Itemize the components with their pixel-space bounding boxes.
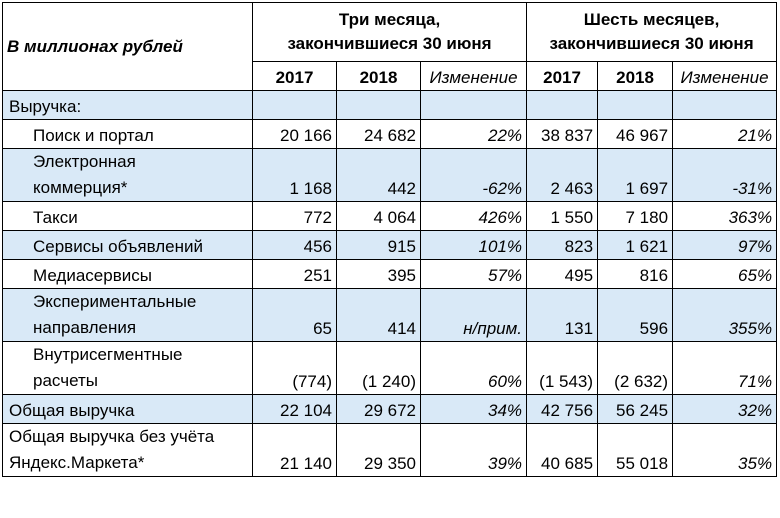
cell: 596 (598, 289, 673, 342)
row-label: Внутрисегментные расчеты (3, 342, 253, 395)
cell: 60% (421, 342, 527, 395)
row-label: Общая выручка без учёта Яндекс.Маркета* (3, 424, 253, 477)
cell: 22 104 (253, 395, 337, 424)
cell: -31% (673, 149, 777, 202)
row-label: Такси (3, 202, 253, 231)
table-row (3, 289, 777, 342)
col-2017-6m: 2017 (527, 62, 598, 91)
table-row (3, 149, 777, 202)
col-2017-3m: 2017 (253, 62, 337, 91)
cell: 1 550 (527, 202, 598, 231)
cell: 442 (337, 149, 421, 202)
cell: 7 180 (598, 202, 673, 231)
cell: 22% (421, 120, 527, 149)
cell: 21 140 (253, 424, 337, 477)
cell: -62% (421, 149, 527, 202)
col-2018-6m: 2018 (598, 62, 673, 91)
row-label: Поиск и портал (3, 120, 253, 149)
unit-label: В миллионах рублей (3, 3, 253, 91)
cell: (1 240) (337, 342, 421, 395)
cell: 56 245 (598, 395, 673, 424)
revenue-table (2, 2, 777, 477)
row-label: Медиасервисы (3, 260, 253, 289)
cell: 20 166 (253, 120, 337, 149)
cell: 39% (421, 424, 527, 477)
cell: 101% (421, 231, 527, 260)
cell: 414 (337, 289, 421, 342)
cell: 4 064 (337, 202, 421, 231)
table-row (3, 202, 777, 231)
cell: 65% (673, 260, 777, 289)
cell: 495 (527, 260, 598, 289)
group-six-months: Шесть месяцев, закончившиеся 30 июня (527, 3, 777, 62)
cell: 426% (421, 202, 527, 231)
cell: 65 (253, 289, 337, 342)
header-row-groups (3, 3, 777, 62)
cell: 21% (673, 120, 777, 149)
cell: 32% (673, 395, 777, 424)
cell: 2 463 (527, 149, 598, 202)
table-row (3, 231, 777, 260)
cell: 35% (673, 424, 777, 477)
cell: 355% (673, 289, 777, 342)
section-row-revenue (3, 91, 777, 120)
cell: 40 685 (527, 424, 598, 477)
cell: 772 (253, 202, 337, 231)
row-label: Экспериментальные направления (3, 289, 253, 342)
cell: 456 (253, 231, 337, 260)
cell: 42 756 (527, 395, 598, 424)
cell: 131 (527, 289, 598, 342)
cell: 395 (337, 260, 421, 289)
table-row (3, 260, 777, 289)
cell: (774) (253, 342, 337, 395)
table-row (3, 342, 777, 395)
cell: 24 682 (337, 120, 421, 149)
col-change-3m: Изменение (421, 62, 527, 91)
col-change-6m: Изменение (673, 62, 777, 91)
cell: 1 621 (598, 231, 673, 260)
cell: 34% (421, 395, 527, 424)
cell: 363% (673, 202, 777, 231)
cell: 97% (673, 231, 777, 260)
group-three-months: Три месяца, закончившиеся 30 июня (253, 3, 527, 62)
cell: 1 697 (598, 149, 673, 202)
section-label: Выручка: (3, 91, 253, 120)
cell: 816 (598, 260, 673, 289)
cell: 29 350 (337, 424, 421, 477)
cell: 71% (673, 342, 777, 395)
row-label: Сервисы объявлений (3, 231, 253, 260)
cell: 1 168 (253, 149, 337, 202)
cell: 46 967 (598, 120, 673, 149)
total-ex-market-row (3, 424, 777, 477)
cell: 57% (421, 260, 527, 289)
cell: (2 632) (598, 342, 673, 395)
cell: (1 543) (527, 342, 598, 395)
cell: 29 672 (337, 395, 421, 424)
row-label: Общая выручка (3, 395, 253, 424)
cell: 823 (527, 231, 598, 260)
cell: 251 (253, 260, 337, 289)
row-label: Электронная коммерция* (3, 149, 253, 202)
cell: 915 (337, 231, 421, 260)
cell: 55 018 (598, 424, 673, 477)
col-2018-3m: 2018 (337, 62, 421, 91)
total-row (3, 395, 777, 424)
table-row (3, 120, 777, 149)
cell: 38 837 (527, 120, 598, 149)
cell: н/прим. (421, 289, 527, 342)
